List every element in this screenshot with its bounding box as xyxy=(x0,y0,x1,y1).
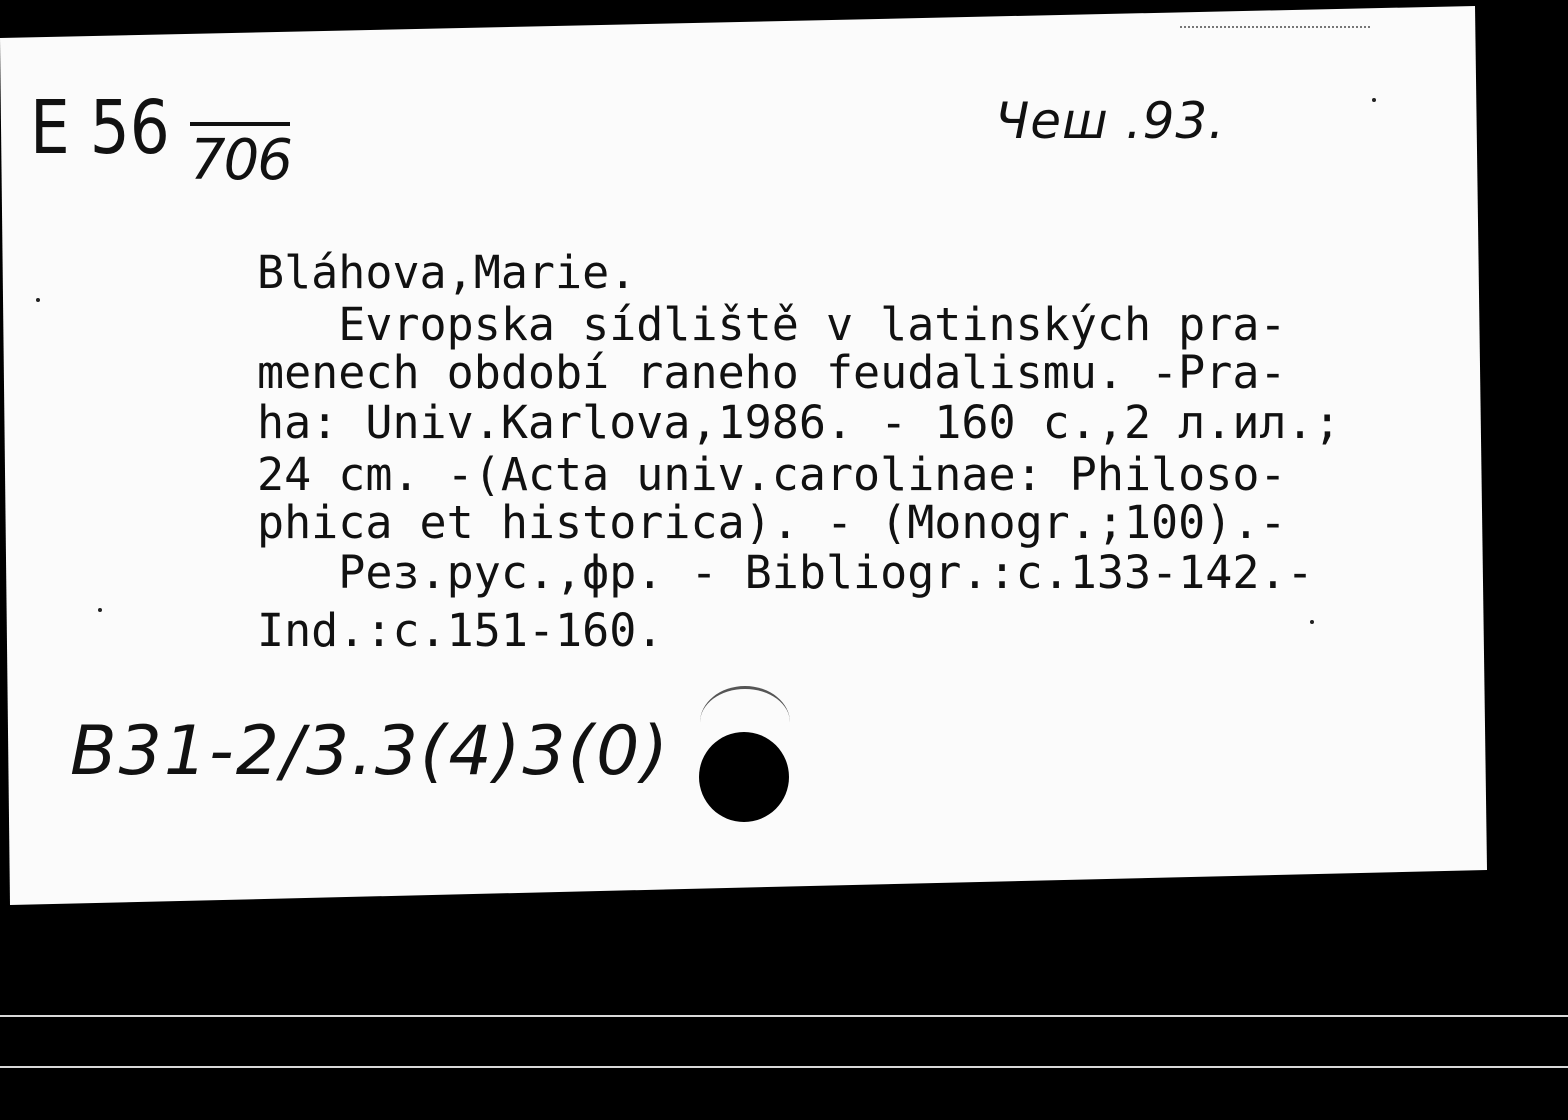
shelf-fraction xyxy=(190,90,291,193)
shelf-code: E 56 xyxy=(30,85,170,171)
fraction-line xyxy=(190,122,290,126)
scan-edge-line xyxy=(0,1066,1568,1068)
entry-line: Bláhova,Marie. xyxy=(257,246,637,299)
scan-edge-line xyxy=(0,1015,1568,1017)
dust-speck xyxy=(36,298,40,302)
dust-speck xyxy=(1372,98,1376,102)
entry-line: Ind.:c.151-160. xyxy=(257,604,664,657)
entry-line: Рез.рус.,фр. - Bibliogr.:c.133-142.- xyxy=(257,546,1314,599)
entry-line: 24 cm. -(Acta univ.carolinae: Philoso- xyxy=(257,448,1287,501)
entry-line: ha: Univ.Karlova,1986. - 160 c.,2 л.ил.; xyxy=(257,396,1341,449)
card-edge-marks xyxy=(1180,26,1370,28)
classification-code: В31-2/3.3(4)3(0) xyxy=(70,712,670,791)
entry-line: phica et historica). - (Monogr.;100).- xyxy=(257,496,1287,549)
punch-hole xyxy=(699,732,789,822)
dust-speck xyxy=(98,608,102,612)
entry-line: Evropska sídliště v latinských pra- xyxy=(257,298,1287,351)
shelf-number: 706 xyxy=(190,128,291,193)
entry-line: menech období raneho feudalismu. -Pra- xyxy=(257,346,1287,399)
language-note: Чеш .93. xyxy=(995,92,1226,150)
dust-speck xyxy=(1310,620,1314,624)
